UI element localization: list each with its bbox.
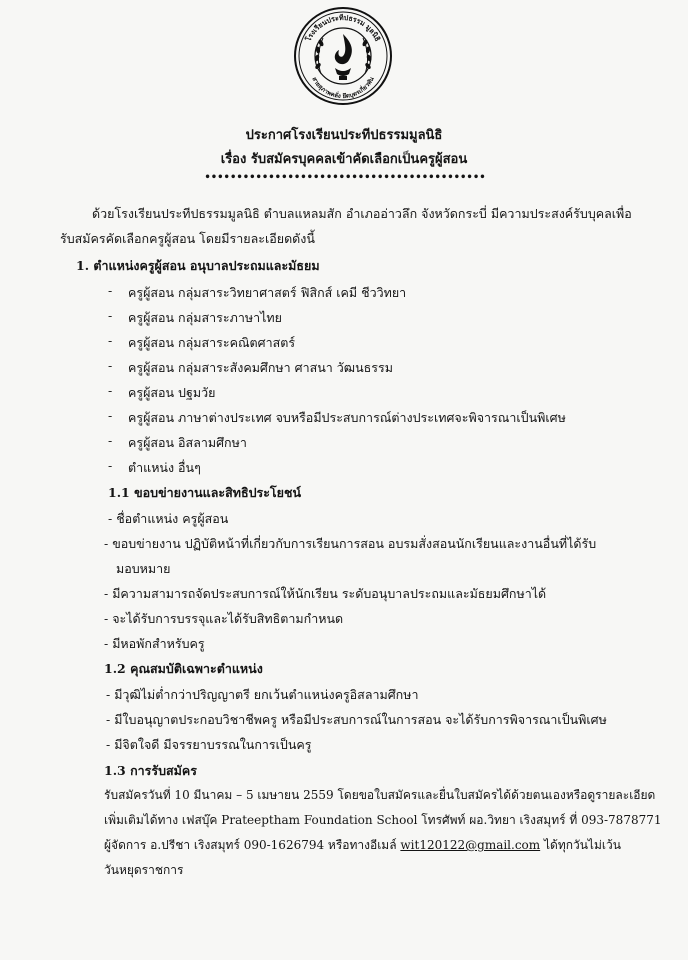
announcement-subject: เรื่อง รับสมัครบุคคลเข้าคัดเลือกเป็นครูผู้สอน bbox=[220, 152, 468, 167]
contact-line-2-suffix: ได้ทุกวันไม่เว้น bbox=[540, 838, 621, 852]
list-item: ครูผู้สอน อิสลามศึกษา bbox=[128, 435, 247, 450]
contact-line-2-prefix: ผู้จัดการ อ.ปรีชา เริงสมุทร์ 090-1626794 หรือทางอีเมล์ bbox=[104, 838, 401, 852]
bullet-dash: - bbox=[108, 283, 113, 298]
section-1-1-heading: 1.1 ขอบข่ายงานและสิทธิประโยชน์ bbox=[108, 485, 301, 500]
contact-line-3: วันหยุดราชการ bbox=[104, 863, 184, 877]
section-1-3-heading: 1.3 การรับสมัคร bbox=[104, 763, 197, 778]
intro-line-1: ด้วยโรงเรียนประทีปธรรมมูลนิธิ ตำบลแหลมสัก อำเภออ่าวลึก จังหวัดกระบี่ มีความประสงค์รับบุคลเพื่อ bbox=[92, 206, 632, 221]
logo-top-text: โรงเรียนประทีปธรรม มูลนิธิ bbox=[304, 13, 382, 43]
list-item: ครูผู้สอน ภาษาต่างประเทศ จบหรือมีประสบการณ์ต่างประเทศจะพิจารณาเป็นพิเศษ bbox=[128, 410, 566, 425]
contact-line-2 bbox=[104, 836, 621, 855]
list-item: - มีจิตใจดี มีจรรยาบรรณในการเป็นครู bbox=[106, 737, 312, 752]
divider-dots: •••••••••••••••••••••••••••••••••••••••••••• bbox=[204, 172, 486, 183]
application-dates-line: รับสมัครวันที่ 10 มีนาคม – 5 เมษายน 2559 โดยขอใบสมัครและยื่นใบสมัครได้ด้วยตนเองหรือดูรายละเอียด bbox=[104, 788, 656, 802]
list-item: ครูผู้สอน ปฐมวัย bbox=[128, 385, 216, 400]
list-item: - จะได้รับการบรรจุและได้รับสิทธิตามกำหนด bbox=[104, 611, 344, 626]
intro-line-2: รับสมัครคัดเลือกครูผู้สอน โดยมีรายละเอียดดังนี้ bbox=[60, 231, 315, 246]
bullet-dash: - bbox=[108, 408, 113, 423]
logo-bottom-text: สายสุภาพคลั่ง ยึดบุตรเกี่ยวพัน bbox=[310, 75, 376, 101]
bullet-dash: - bbox=[108, 333, 113, 348]
bullet-dash: - bbox=[108, 308, 113, 323]
list-item: - ชื่อตำแหน่ง ครูผู้สอน bbox=[108, 511, 229, 526]
list-item: ตำแหน่ง อื่นๆ bbox=[128, 460, 201, 475]
list-item: - มีหอพักสำหรับครู bbox=[104, 636, 205, 651]
email-link[interactable]: wit120122@gmail.com bbox=[400, 838, 541, 852]
announcement-title: ประกาศโรงเรียนประทีปธรรมมูลนิธิ bbox=[245, 128, 443, 143]
section-1-2-heading: 1.2 คุณสมบัติเฉพาะตำแหน่ง bbox=[104, 661, 263, 676]
list-item: - มีใบอนุญาตประกอบวิชาชีพครู หรือมีประสบการณ์ในการสอน จะได้รับการพิจารณาเป็นพิเศษ bbox=[106, 712, 607, 727]
bullet-dash: - bbox=[108, 358, 113, 373]
contact-line-1: เพิ่มเติมได้ทาง เฟสบุ๊ค Prateeptham Foundation School โทรศัพท์ ผอ.วิทยา เริงสมุทร์ ที่ 093-7878771 bbox=[104, 813, 662, 827]
list-item-continuation: มอบหมาย bbox=[116, 561, 171, 576]
school-logo bbox=[291, 4, 395, 108]
list-item: ครูผู้สอน กลุ่มสาระคณิตศาสตร์ bbox=[128, 335, 296, 350]
section-1-heading: 1. ตำแหน่งครูผู้สอน อนุบาลประถมและมัธยม bbox=[76, 258, 320, 273]
bullet-dash: - bbox=[108, 383, 113, 398]
svg-text:โรงเรียนประทีปธรรม มูลนิธิ bbox=[303, 14, 381, 44]
list-item: - มีความสามารถจัดประสบการณ์ให้นักเรียน ระดับอนุบาลประถมและมัธยมศึกษาได้ bbox=[104, 586, 547, 601]
bullet-dash: - bbox=[108, 433, 113, 448]
list-item: ครูผู้สอน กลุ่มสาระสังคมศึกษา ศาสนา วัฒนธรรม bbox=[128, 360, 393, 375]
bullet-dash: - bbox=[108, 458, 113, 473]
list-item: - ขอบข่ายงาน ปฏิบัติหน้าที่เกี่ยวกับการเรียนการสอน อบรมสั่งสอนนักเรียนและงานอื่นที่ได้รับ bbox=[104, 536, 597, 551]
list-item: - มีวุฒิไม่ต่ำกว่าปริญญาตรี ยกเว้นตำแหน่งครูอิสลามศึกษา bbox=[106, 687, 419, 702]
list-item: ครูผู้สอน กลุ่มสาระภาษาไทย bbox=[128, 310, 282, 325]
list-item: ครูผู้สอน กลุ่มสาระวิทยาศาสตร์ ฟิสิกส์ เคมี ชีววิทยา bbox=[128, 285, 407, 300]
